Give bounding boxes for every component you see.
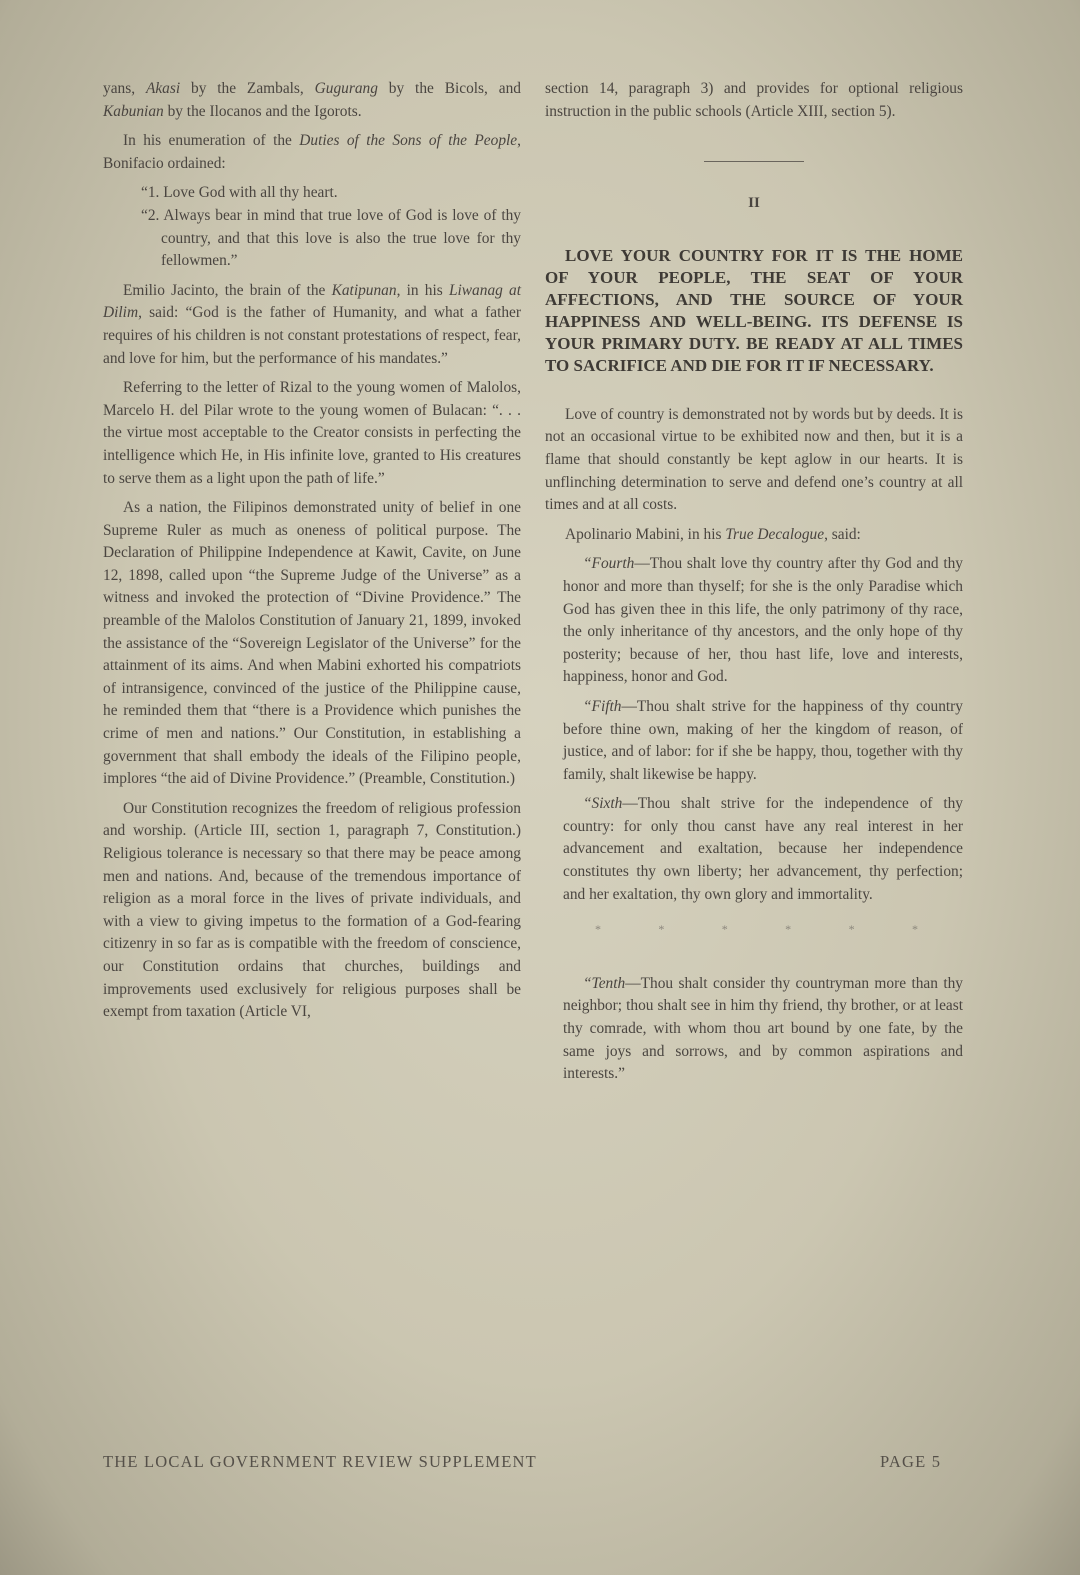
italic-text: Kabunian bbox=[103, 102, 164, 120]
paragraph bbox=[103, 130, 521, 175]
paragraph bbox=[103, 78, 521, 123]
section-divider bbox=[704, 161, 804, 162]
paragraph: Our Constitution recognizes the freedom of religious profession and worship. (Article III, section 1, paragraph 7, Constitution.) Religious tolerance is necessary so that there may be peace among men and nations. And, because of the tremendous importance of religion as a moral force in the lives of private individuals, and with a view to giving impetus to the formation of a God-fearing citizenry in so far as is compatible with the freedom of conscience, our Constitution ordains that churches, buildings and improvements used exclusively for religious purposes shall be exempt from taxation (Article VI, bbox=[103, 799, 521, 1021]
star: * bbox=[595, 922, 601, 937]
ellipsis-stars bbox=[545, 918, 963, 941]
decalogue-item-tenth bbox=[545, 973, 963, 1086]
italic-text: “Sixth bbox=[583, 795, 623, 813]
text: —Thou shalt strive for the happiness of thy country before thine own, making of her the kingdom of reason, of justice, and of labor: for if she be happy, thou, together with thy family, shalt likewise be happy. bbox=[563, 697, 963, 783]
footer-publication: THE LOCAL GOVERNMENT REVIEW SUPPLEMENT bbox=[103, 1452, 537, 1471]
text: yans, bbox=[103, 80, 146, 97]
right-column bbox=[545, 78, 963, 1093]
text: , said: “God is the father of Humanity, and what a father requires of his children is not constant protestations of respect, fear, and love for him, but the performance of his mandates.” bbox=[103, 304, 521, 367]
italic-text: “Tenth bbox=[583, 974, 626, 992]
text: —Thou shalt strive for the independence of thy country: for only thou canst have any real interest in her advancement and exaltation, because her independence constitutes thy own liberty; her advancement, thy perfection; and her exaltation, thy own glory and immortality. bbox=[563, 795, 963, 903]
text: by the Bicols, and bbox=[377, 80, 521, 97]
text: Apolinario Mabini, in his bbox=[565, 525, 726, 543]
paragraph: Love of country is demonstrated not by words but by deeds. It is not an occasional virtue to be exhibited now and then, but it is a flame that should constantly be kept aglow in our hearts. It is unflinching determination to serve and defend one’s country at all times and at all costs. bbox=[545, 405, 963, 514]
italic-text: Liwanag at Dilim bbox=[103, 281, 522, 322]
text: , Bonifacio ordained: bbox=[103, 132, 521, 172]
text: , said: bbox=[824, 525, 861, 543]
paragraph: section 14, paragraph 3) and provides for optional religious instruction in the public schools (Article XIII, section 5). bbox=[545, 80, 963, 120]
italic-text: “Fourth bbox=[583, 555, 635, 573]
text: , in his bbox=[396, 281, 449, 299]
text: by the Zambals, bbox=[180, 80, 315, 97]
section-heading: LOVE YOUR COUNTRY FOR IT IS THE HOME OF YOUR PEOPLE, THE SEAT OF YOUR AFFECTIONS, AND THE SOURCE OF YOUR HAPPINESS AND WELL-BEING. ITS DEFENSE IS YOUR PRIMARY DUTY. BE READY AT ALL TIMES TO SACRIFICE AND DIE FOR IT IF NECESSARY. bbox=[545, 245, 963, 375]
decalogue-item-sixth bbox=[545, 793, 963, 906]
quote-item: “2. Always bear in mind that true love of God is love of thy country, and that this love is also the true love for thy fellowmen.” bbox=[141, 206, 521, 270]
text: —Thou shalt love thy country after thy God and thy honor and more than thyself; for she is the only Paradise which God has given thee in this life, the only patrimony of thy race, the only inheritance of thy ancestors, and the only hope of thy posterity; because of her, thou hast life, love and interests, happiness, honor and God. bbox=[563, 555, 963, 686]
text: by the Ilocanos and the Igorots. bbox=[163, 102, 362, 120]
star: * bbox=[911, 922, 918, 937]
star: * bbox=[848, 922, 855, 937]
section-numeral: II bbox=[748, 195, 760, 212]
text: In his enumeration of the bbox=[123, 132, 300, 150]
decalogue-item-fifth bbox=[545, 696, 963, 786]
paragraph: Referring to the letter of Rizal to the young women of Malolos, Marcelo H. del Pilar wrote to the young women of Bulacan: “. . . the virtue most acceptable to the Creator consists in perfecting the intelligence which He, in His infinite love, granted to His creatures to serve them as a light upon the path of life.” bbox=[103, 379, 521, 487]
star: * bbox=[785, 922, 792, 937]
decalogue-item-fourth bbox=[545, 553, 963, 689]
paragraph bbox=[545, 524, 963, 547]
text: Emilio Jacinto, the brain of the bbox=[123, 281, 332, 299]
italic-text: Duties of the Sons of the People bbox=[299, 132, 518, 150]
paragraph: As a nation, the Filipinos demonstrated unity of belief in one Supreme Ruler as much as oneness of political purpose. The Declaration of Philippine Independence at Kawit, Cavite, on June 12, 1898, called upon “the Supreme Judge of the Universe” as a witness and invoked the protection of “Divine Providence.” The preamble of the Malolos Constitution of January 21, 1899, invoked the assistance of the “Sovereign Legislator of the Universe” for the attainment of its aims. And when Mabini exhorted his compatriots of intransigence, convinced of the justice of the Philippine cause, he reminded them that “there is a Providence which punishes the crime of men and nations.” Our Constitution, in establishing a government that shall embody the ideals of the Filipino people, implores “the aid of Divine Providence.” (Preamble, Constitution.) bbox=[103, 499, 521, 788]
italic-text: “Fifth bbox=[583, 697, 622, 715]
paragraph bbox=[103, 280, 521, 370]
italic-text: Akasi bbox=[145, 80, 181, 97]
italic-text: Katipunan bbox=[331, 281, 397, 299]
text: —Thou shalt consider thy countryman more than thy neighbor; thou shalt see in him thy friend, thy brother, or at least thy comrade, with whom thou art bound by one fate, by the same joys and sorrows, and by common aspirations and interests.” bbox=[563, 974, 963, 1083]
italic-text: True Decalogue bbox=[725, 525, 825, 543]
footer-page-number: PAGE 5 bbox=[880, 1452, 942, 1471]
left-column bbox=[103, 78, 521, 1031]
star: * bbox=[721, 922, 728, 937]
star: * bbox=[658, 922, 665, 937]
italic-text: Gugurang bbox=[314, 80, 378, 97]
quote-item: “1. Love God with all thy heart. bbox=[141, 184, 338, 202]
